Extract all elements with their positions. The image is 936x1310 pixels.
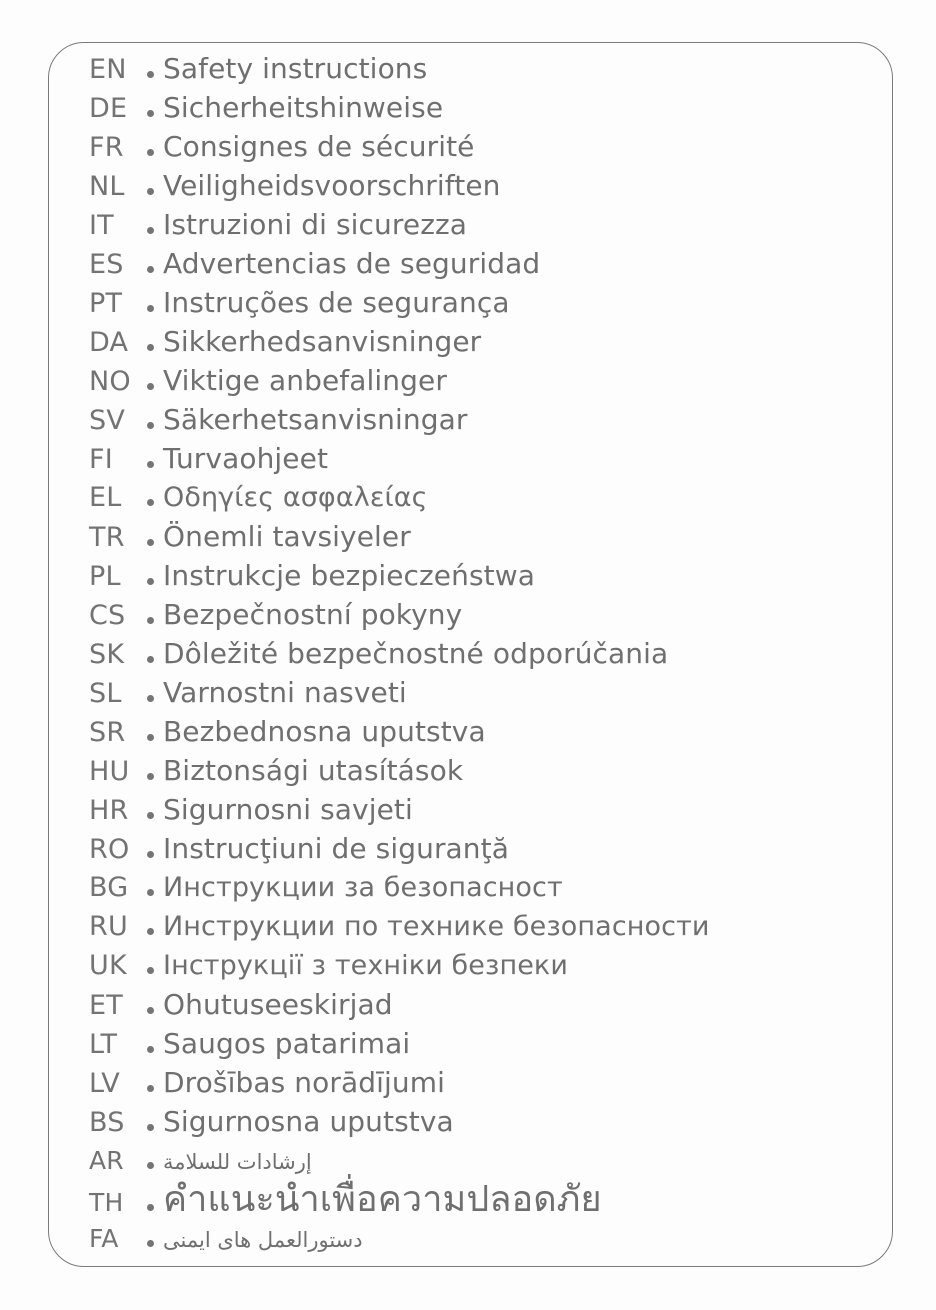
language-row bbox=[89, 361, 882, 400]
language-label: Ohutuseeskirjad bbox=[163, 988, 393, 1021]
bullet-icon bbox=[137, 873, 163, 912]
language-code: HR bbox=[89, 795, 129, 826]
bullet-icon bbox=[137, 289, 163, 328]
language-label: Bezpečnostní pokyny bbox=[163, 598, 463, 631]
language-row bbox=[89, 244, 882, 283]
language-row bbox=[89, 127, 882, 166]
language-label: Viktige anbefalinger bbox=[163, 364, 447, 397]
bullet-icon bbox=[137, 640, 163, 679]
bullet-dot bbox=[147, 1162, 154, 1169]
language-label: Инструкции за безопасност bbox=[163, 872, 563, 903]
bullet-icon bbox=[137, 1030, 163, 1069]
bullet-dot bbox=[147, 305, 154, 312]
language-label: Säkerhetsanvisningar bbox=[163, 403, 468, 436]
language-row bbox=[89, 1180, 882, 1219]
bullet-dot bbox=[147, 499, 154, 506]
language-row bbox=[89, 673, 882, 712]
bullet-dot bbox=[147, 539, 154, 546]
bullet-dot bbox=[147, 344, 154, 351]
language-code: EL bbox=[89, 482, 122, 513]
language-label: Advertencias de seguridad bbox=[163, 247, 541, 280]
language-code: TR bbox=[89, 522, 125, 553]
bullet-dot bbox=[147, 1085, 154, 1092]
bullet-icon bbox=[137, 328, 163, 367]
language-row bbox=[89, 283, 882, 322]
language-code: DE bbox=[89, 93, 128, 124]
language-row bbox=[89, 946, 882, 985]
language-row bbox=[89, 1102, 882, 1141]
language-row bbox=[89, 439, 882, 478]
language-row bbox=[89, 712, 882, 751]
bullet-icon bbox=[137, 1188, 163, 1227]
language-label: Οδηγίες ασφαλείας bbox=[163, 482, 428, 513]
language-label: Saugos patarimai bbox=[163, 1027, 411, 1060]
bullet-icon bbox=[137, 912, 163, 951]
language-code: ET bbox=[89, 990, 123, 1021]
language-row bbox=[89, 556, 882, 595]
language-label: Instrukcje bezpieczeństwa bbox=[163, 559, 536, 592]
language-code: RU bbox=[89, 911, 128, 942]
bullet-dot bbox=[147, 1046, 154, 1053]
language-code: BG bbox=[89, 872, 129, 903]
language-code: LT bbox=[89, 1029, 118, 1060]
bullet-icon bbox=[137, 367, 163, 406]
bullet-icon bbox=[137, 133, 163, 172]
language-code: UK bbox=[89, 950, 127, 981]
language-row bbox=[89, 634, 882, 673]
language-code: SV bbox=[89, 405, 126, 436]
language-code: TH bbox=[89, 1188, 124, 1217]
bullet-icon bbox=[137, 211, 163, 250]
language-row bbox=[89, 1219, 882, 1258]
language-row bbox=[89, 49, 882, 88]
bullet-icon bbox=[137, 757, 163, 796]
bullet-icon bbox=[137, 445, 163, 484]
language-label: إرشادات للسلامة bbox=[163, 1150, 312, 1174]
language-code: CS bbox=[89, 600, 126, 631]
bullet-icon bbox=[137, 835, 163, 874]
language-label: Sigurnosna uputstva bbox=[163, 1105, 454, 1138]
bullet-dot bbox=[147, 1204, 154, 1211]
bullet-icon bbox=[137, 523, 163, 562]
bullet-dot bbox=[147, 967, 154, 974]
language-label: Varnostni nasveti bbox=[163, 676, 407, 709]
language-row bbox=[89, 205, 882, 244]
language-label: Инструкции по технике безопасности bbox=[163, 911, 710, 942]
language-label: Instruções de segurança bbox=[163, 286, 510, 319]
language-label: Bezbednosna uputstva bbox=[163, 715, 486, 748]
bullet-dot bbox=[147, 812, 154, 819]
bullet-icon bbox=[137, 250, 163, 289]
bullet-icon bbox=[137, 55, 163, 94]
language-row bbox=[89, 517, 882, 556]
bullet-icon bbox=[137, 406, 163, 445]
language-code: EN bbox=[89, 54, 127, 85]
language-list bbox=[89, 49, 882, 1266]
bullet-dot bbox=[147, 656, 154, 663]
language-label: Biztonsági utasítások bbox=[163, 754, 464, 787]
language-label: Turvaohjeet bbox=[163, 442, 329, 475]
language-label: Istruzioni di sicurezza bbox=[163, 208, 468, 241]
language-row bbox=[89, 751, 882, 790]
language-label: Önemli tavsiyeler bbox=[163, 520, 411, 553]
language-code: FR bbox=[89, 132, 124, 163]
bullet-dot bbox=[147, 1240, 154, 1247]
language-label: Consignes de sécurité bbox=[163, 130, 475, 163]
language-code: PT bbox=[89, 288, 123, 319]
language-label: Dôležité bezpečnostné odporúčania bbox=[163, 637, 669, 670]
bullet-icon bbox=[137, 951, 163, 990]
language-code: SK bbox=[89, 639, 125, 670]
bullet-dot bbox=[147, 734, 154, 741]
language-row bbox=[89, 829, 882, 868]
bullet-dot bbox=[147, 383, 154, 390]
bullet-dot bbox=[147, 578, 154, 585]
bullet-icon bbox=[137, 1069, 163, 1108]
bullet-dot bbox=[147, 773, 154, 780]
bullet-dot bbox=[147, 617, 154, 624]
bullet-dot bbox=[147, 71, 154, 78]
language-label: Instrucţiuni de siguranţă bbox=[163, 832, 509, 865]
language-row bbox=[89, 595, 882, 634]
language-code: FA bbox=[89, 1224, 119, 1253]
language-row bbox=[89, 322, 882, 361]
language-label: Інструкції з техніки безпеки bbox=[163, 950, 568, 981]
bullet-dot bbox=[147, 188, 154, 195]
language-code: SL bbox=[89, 678, 122, 709]
language-label: Sigurnosni savjeti bbox=[163, 793, 413, 826]
bullet-icon bbox=[137, 1146, 163, 1185]
bullet-icon bbox=[137, 1108, 163, 1147]
language-row bbox=[89, 1024, 882, 1063]
bullet-icon bbox=[137, 679, 163, 718]
language-row bbox=[89, 985, 882, 1024]
language-label: Drošības norādījumi bbox=[163, 1066, 445, 1099]
language-label: Sikkerhedsanvisninger bbox=[163, 325, 482, 358]
language-row bbox=[89, 907, 882, 946]
language-code: RO bbox=[89, 834, 130, 865]
bullet-dot bbox=[147, 1124, 154, 1131]
bullet-dot bbox=[147, 928, 154, 935]
language-code: IT bbox=[89, 210, 114, 241]
bullet-dot bbox=[147, 1007, 154, 1014]
bullet-icon bbox=[137, 601, 163, 640]
bullet-icon bbox=[137, 483, 163, 522]
language-code: ES bbox=[89, 249, 124, 280]
bullet-icon bbox=[137, 94, 163, 133]
language-code: DA bbox=[89, 327, 129, 358]
language-label: Safety instructions bbox=[163, 52, 428, 85]
language-code: NO bbox=[89, 366, 131, 397]
bullet-dot bbox=[147, 149, 154, 156]
language-row bbox=[89, 1141, 882, 1180]
bullet-dot bbox=[147, 889, 154, 896]
bullet-dot bbox=[147, 110, 154, 117]
language-code: NL bbox=[89, 171, 125, 202]
bullet-dot bbox=[147, 461, 154, 468]
language-label: คำแนะนำเพื่อความปลอดภัย bbox=[163, 1179, 602, 1220]
language-row bbox=[89, 790, 882, 829]
language-row bbox=[89, 400, 882, 439]
language-row bbox=[89, 478, 882, 517]
language-label: Veiligheidsvoorschriften bbox=[163, 169, 501, 202]
bullet-dot bbox=[147, 266, 154, 273]
language-code: BS bbox=[89, 1107, 125, 1138]
language-code: AR bbox=[89, 1146, 124, 1175]
language-row bbox=[89, 868, 882, 907]
bullet-icon bbox=[137, 991, 163, 1030]
language-row bbox=[89, 88, 882, 127]
bullet-icon bbox=[137, 562, 163, 601]
language-code: HU bbox=[89, 756, 130, 787]
language-code: FI bbox=[89, 444, 113, 475]
bullet-dot bbox=[147, 695, 154, 702]
bullet-icon bbox=[137, 796, 163, 835]
language-row bbox=[89, 166, 882, 205]
language-label: Sicherheitshinweise bbox=[163, 91, 444, 124]
bullet-dot bbox=[147, 851, 154, 858]
bullet-icon bbox=[137, 1224, 163, 1263]
language-code: LV bbox=[89, 1068, 120, 1099]
safety-instructions-card bbox=[48, 42, 893, 1267]
language-row bbox=[89, 1063, 882, 1102]
language-label: دستورالعمل های ایمنی bbox=[163, 1228, 363, 1252]
language-code: SR bbox=[89, 717, 126, 748]
language-code: PL bbox=[89, 561, 121, 592]
bullet-dot bbox=[147, 422, 154, 429]
bullet-icon bbox=[137, 718, 163, 757]
bullet-dot bbox=[147, 227, 154, 234]
bullet-icon bbox=[137, 172, 163, 211]
